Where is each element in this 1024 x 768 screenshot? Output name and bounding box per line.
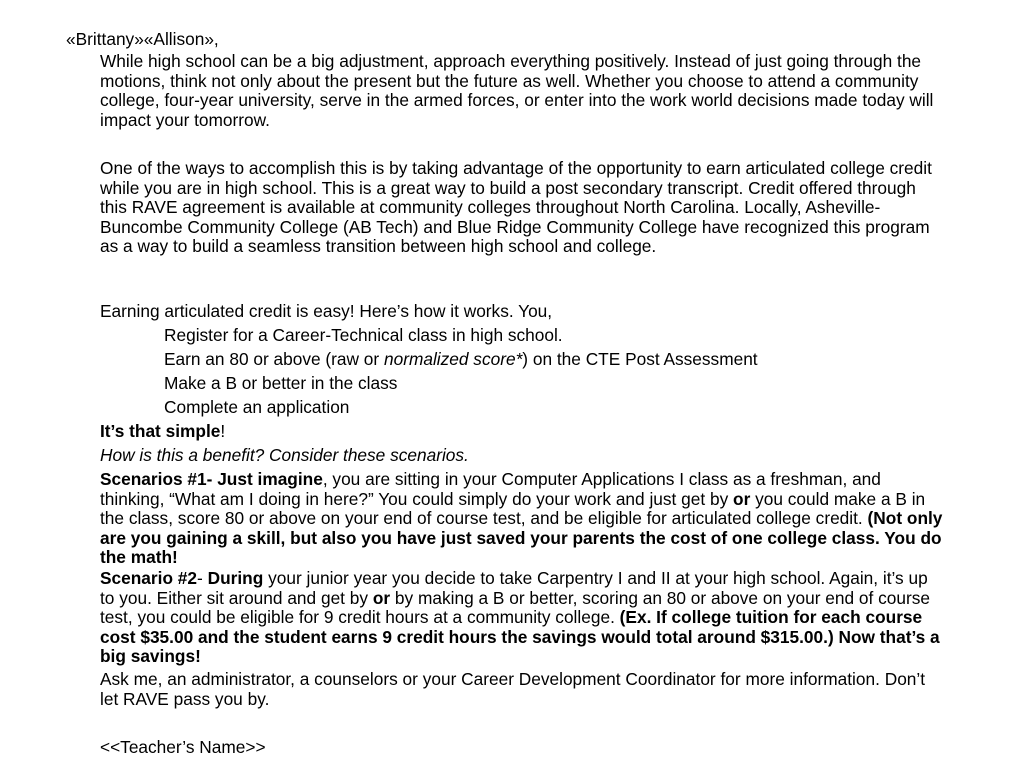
benefit-question [100, 446, 946, 466]
articulated-credit-paragraph: One of the ways to accomplish this is by taking advantage of the opportunity to earn articulated college credit while you are in high school. This is a great way to build a post secondary transcript. Credit offered through this RAVE agreement is available at community colleges throughout North Carolina. Locally, Asheville-Buncombe Community College (AB Tech) and Blue Ridge Community College have recognized this program as a way to build a seamless transition between high school and college. [100, 158, 932, 256]
scenario-2-during: During [207, 568, 264, 588]
scenario-1-savings-note: (Not only are you gaining a skill, but also you have just saved your parents the cost of one college class. You do the math! [100, 508, 943, 567]
step-make-grade: Make a B or better in the class [164, 373, 398, 393]
scenario-2-heading: Scenario #2 [100, 568, 198, 588]
normalized-score-term: normalized score* [383, 349, 523, 369]
step-register: Register for a Career-Technical class in high school. [164, 325, 563, 345]
how-it-works-paragraph: Earning articulated credit is easy! Here’s how it works. You, [100, 301, 553, 321]
scenario-1-text-continued: you could make a B in the class, score 80 or above on your end of course test, and be eligible for articulated college credit. [100, 488, 926, 528]
scenario-1-or: or [733, 488, 751, 509]
scenario-1-paragraph [100, 470, 946, 568]
scenario-1-text: , you are sitting in your Computer Applications I class as a freshman, and thinking, “What am I doing in here?” You could simply do your work and just get by [100, 469, 881, 509]
step-earn-score [164, 350, 758, 370]
intro-paragraph: While high school can be a big adjustment, approach everything positively. Instead of just going through the motions, think not only about the present but the future as well. Whether you choose to attend a community college, four-year university, serve in the armed forces, or enter into the work world decisions made today will impact your tomorrow. [100, 51, 934, 130]
scenario-2-paragraph [100, 569, 946, 667]
step-earn-score-suffix: ) on the CTE Post Assessment [522, 349, 758, 369]
simple-line [100, 422, 946, 442]
scenario-2-dash: - [197, 568, 208, 588]
step-earn-score-text: Earn an 80 or above (raw or [164, 349, 384, 369]
scenario-2-text-continued: by making a B or better, scoring an 80 or above on your end of course test, you could be eligible for 9 credit hours at a community college. [100, 587, 931, 627]
scenario-2-or: or [372, 587, 391, 608]
salutation: «Brittany»«Allison», [66, 29, 219, 49]
step-application: Complete an application [164, 397, 350, 417]
simple-emphasis: It’s that simple [100, 421, 221, 441]
scenario-2-text: your junior year you decide to take Carpentry I and II at your high school. Again, it’s up to you. Either sit around and get by [100, 568, 928, 608]
closing-paragraph: Ask me, an administrator, a counselors or your Career Development Coordinator for more information. Don’t let RAVE pass you by. [100, 669, 926, 709]
teacher-signature: <<Teacher’s Name>> [100, 737, 266, 757]
benefit-question-text: How is this a benefit? Consider these scenarios. [100, 445, 469, 465]
simple-punctuation: ! [220, 421, 226, 441]
scenario-1-heading: Scenarios #1- Just imagine [100, 469, 323, 489]
scenario-2-savings-note: (Ex. If college tuition for each course cost $35.00 and the student earns 9 credit hours the savings would total around $315.00.) Now that’s a big savings! [100, 607, 940, 666]
